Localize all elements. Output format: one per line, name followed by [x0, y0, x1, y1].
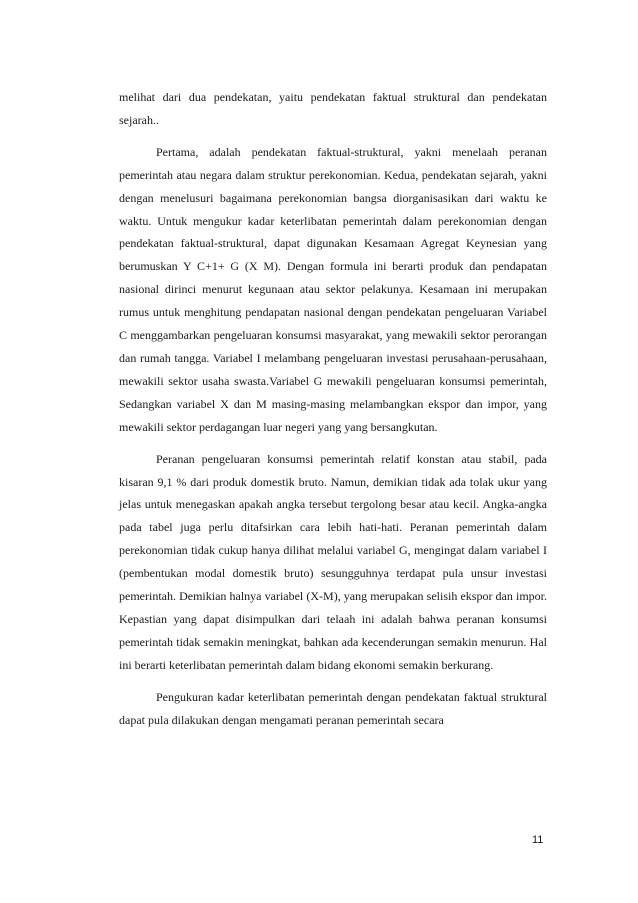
page-number: 11	[532, 834, 544, 846]
paragraph-pendekatan: Pertama, adalah pendekatan faktual-struktural, yakni menelaah peranan pemerintah atau negara dalam struktur perekonomian. Kedua, pendekatan sejarah, yakni dengan menelusuri bagaimana perekonomian bangsa diorganisasikan dari waktu ke waktu. Untuk mengukur kadar keterlibatan pemerintah dalam perekonomian dengan pendekatan faktual-struktural, dapat digunakan Kesamaan Agregat Keynesian yang berumuskan Y C+1+ G (X M). Dengan formula ini berarti produk dan pendapatan nasional dirinci menurut kegunaan atau sektor pelakunya. Kesamaan ini merupakan rumus untuk menghitung pendapatan nasional dengan pendekatan pengeluaran Variabel C menggambarkan pengeluaran konsumsi masyarakat, yang mewakili sektor perorangan dan rumah tangga. Variabel I melambang pengeluaran investasi perusahaan-perusahaan, mewakili sektor usaha swasta.Variabel G mewakili pengeluaran konsumsi pemerintah, Sedangkan variabel X dan M masing-masing melambangkan ekspor dan impor, yang mewakili sektor perdagangan luar negeri yang yang bersangkutan.	[119, 144, 547, 434]
body-text	[119, 86, 547, 740]
paragraph-konsumsi-pemerintah: Peranan pengeluaran konsumsi pemerintah relatif konstan atau stabil, pada kisaran 9,1 % dari produk domestik bruto. Namun, demikian tidak ada tolak ukur yang jelas untuk menegaskan apakah angka tersebut tergolong besar atau kecil. Angka-angka pada tabel juga perlu ditafsirkan cara lebih hati-hati. Peranan pemerintah dalam perekonomian tidak cukup hanya dilihat melalui variabel G, mengingat dalam variabel I (pembentukan modal domestik bruto) sesungguhnya terdapat pula unsur investasi pemerintah. Demikian halnya variabel (X-M), yang merupakan selisih ekspor dan impor. Kepastian yang dapat disimpulkan dari telaah ini adalah bahwa peranan konsumsi pemerintah tidak semakin meningkat, bahkan ada kecenderungan semakin menurun. Hal ini berarti keterlibatan pemerintah dalam bidang ekonomi semakin berkurang.	[119, 451, 547, 672]
paragraph-pengukuran: Pengukuran kadar keterlibatan pemerintah dengan pendekatan faktual struktural dapat pula dilakukan dengan mengamati peranan pemerintah secara	[119, 689, 547, 727]
paragraph-continuation: melihat dari dua pendekatan, yaitu pendekatan faktual struktural dan pendekatan sejarah..	[119, 90, 547, 127]
